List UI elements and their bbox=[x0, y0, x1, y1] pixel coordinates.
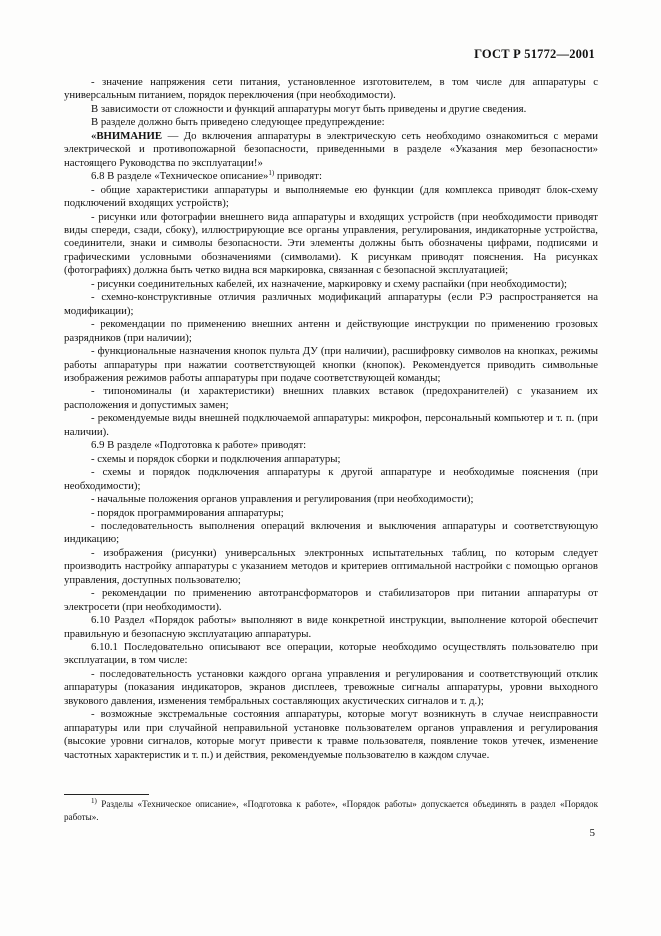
list-item: - начальные положения органов управления и регулирования (при необходимости); bbox=[91, 493, 474, 506]
list-item: - порядок программирования аппаратуры; bbox=[91, 506, 284, 519]
footnote-marker: 1) bbox=[268, 169, 275, 178]
footnote bbox=[64, 798, 598, 823]
list-item: - последовательность выполнения операций включения и выключения аппаратуры и соответствующую индикацию; bbox=[64, 519, 598, 546]
warning-label: «ВНИМАНИЕ bbox=[91, 129, 163, 142]
list-item: - последовательность установки каждого органа управления и регулирования и соответствующий отклик аппаратуры (показания индикаторов, экранов дисплеев, тревожные сигналы аппаратуры, уровни выходного звукового давления, изменения тембральных составляющих акустических сигналов и т. д.); bbox=[64, 667, 598, 707]
list-item: - схемы и порядок сборки и подключения аппаратуры; bbox=[91, 452, 341, 465]
list-item: - рекомендации по применению внешних антенн и действующие инструкции по применению грозовых разрядников (при наличии); bbox=[64, 318, 598, 344]
section-heading-6-10-1: 6.10.1 Последовательно описывают все операции, которые необходимо осуществлять пользователю при эксплуатации, в том числе: bbox=[64, 641, 598, 667]
footnote-divider bbox=[64, 794, 149, 795]
list-item: - возможные экстремальные состояния аппаратуры, которые могут возникнуть в случае неисправности аппаратуры или при случайной неправильной установке пользователем органов управления и регулирования (высокие уровни сигналов, которые могут привести к травме пользователя, появление токов утечек, изменение частотных характеристик и т. п.) и действия, рекомендуемые пользователю в каждом случае. bbox=[64, 708, 598, 761]
list-item: - рисунки или фотографии внешнего вида аппаратуры и входящих устройств (при необходимости приводят виды спереди, сзади, сбоку), иллюстрирующие все органы управления, регулирования, индикаторные устройства, соединители, знаки и символы безопасности. Эти элементы должны быть обозначены цифрами, подписями и графическими условными обозначениями (символами). К рисункам приводят пояснения. На рисунках (фотографиях) должна быть четко видна вся маркировка, связанная с безопасной эксплуатацией; bbox=[64, 210, 598, 277]
section-heading-6-8: 6.8 В разделе «Техническое описание»$^{1)}$ приводят: bbox=[91, 169, 322, 183]
paragraph: В разделе должно быть приведено следующее предупреждение: bbox=[91, 116, 385, 129]
list-item: - рисунки соединительных кабелей, их назначение, маркировку и схему распайки (при необходимости); bbox=[91, 277, 568, 290]
paragraph: В зависимости от сложности и функций аппаратуры могут быть приведены и другие сведения. bbox=[91, 102, 527, 115]
list-item: - общие характеристики аппаратуры и выполняемые ею функции (для комплекса приводят блок-схему подключений входящих устройств); bbox=[64, 183, 598, 210]
list-item: - рекомендуемые виды внешней подключаемой аппаратуры: микрофон, персональный компьютер и т. п. (при наличии). bbox=[64, 412, 598, 438]
section-heading-6-9: 6.9 В разделе «Подготовка к работе» приводят: bbox=[91, 439, 307, 452]
warning-text: — До включения аппаратуры в электрическую сеть необходимо ознакомиться с мерами электрической и противопожарной безопасности, приведенными в разделе «Указания мер безопасности» настоящего Руководства по эксплуатации!» bbox=[64, 129, 598, 169]
body-text bbox=[64, 76, 598, 762]
list-item: - схемы и порядок подключения аппаратуры к другой аппаратуре и необходимые пояснения (при необходимости); bbox=[64, 466, 598, 492]
list-item: - функциональные назначения кнопок пульта ДУ (при наличии), расшифровку символов на кнопках, режимы работы аппаратуры при нажатии соответствующей кнопки (кнопок). Рекомендуется приводить символьные изображения режимов работы аппаратуры при подаче соответствующей команды; bbox=[64, 345, 598, 384]
standard-code-header: ГОСТ Р 51772—2001 bbox=[474, 47, 595, 61]
warning-paragraph bbox=[64, 130, 598, 170]
section-heading-6-10: 6.10 Раздел «Порядок работы» выполняют в виде конкретной инструкции, выполнение которой обеспечит правильную и безопасную эксплуатацию аппаратуры. bbox=[64, 614, 598, 640]
page-number: 5 bbox=[589, 827, 595, 839]
list-item: - изображения (рисунки) универсальных электронных испытательных таблиц, по которым следует производить настройку аппаратуры с указанием методов и критериев оптимальной настройки с помощью органов управления, доступных пользователю; bbox=[64, 546, 598, 586]
footnote-text: Разделы «Техническое описание», «Подготовка к работе», «Порядок работы» допускается объединять в раздел «Порядок работы». bbox=[64, 799, 598, 822]
footnote-number: 1) bbox=[91, 797, 97, 805]
list-item: - рекомендации по применению автотрансформаторов и стабилизаторов при питании аппаратуры от электросети (при необходимости). bbox=[64, 587, 598, 613]
list-item: - схемно-конструктивные отличия различных модификаций аппаратуры (если РЭ распространяется на модификации); bbox=[64, 291, 598, 317]
paragraph: - значение напряжения сети питания, установленное изготовителем, в том числе для аппаратуры с универсальным питанием, порядок переключения (при необходимости). bbox=[64, 76, 598, 102]
list-item: - типономиналы (и характеристики) внешних плавких вставок (предохранителей) с указанием их расположения и допустимых замен; bbox=[64, 385, 598, 411]
